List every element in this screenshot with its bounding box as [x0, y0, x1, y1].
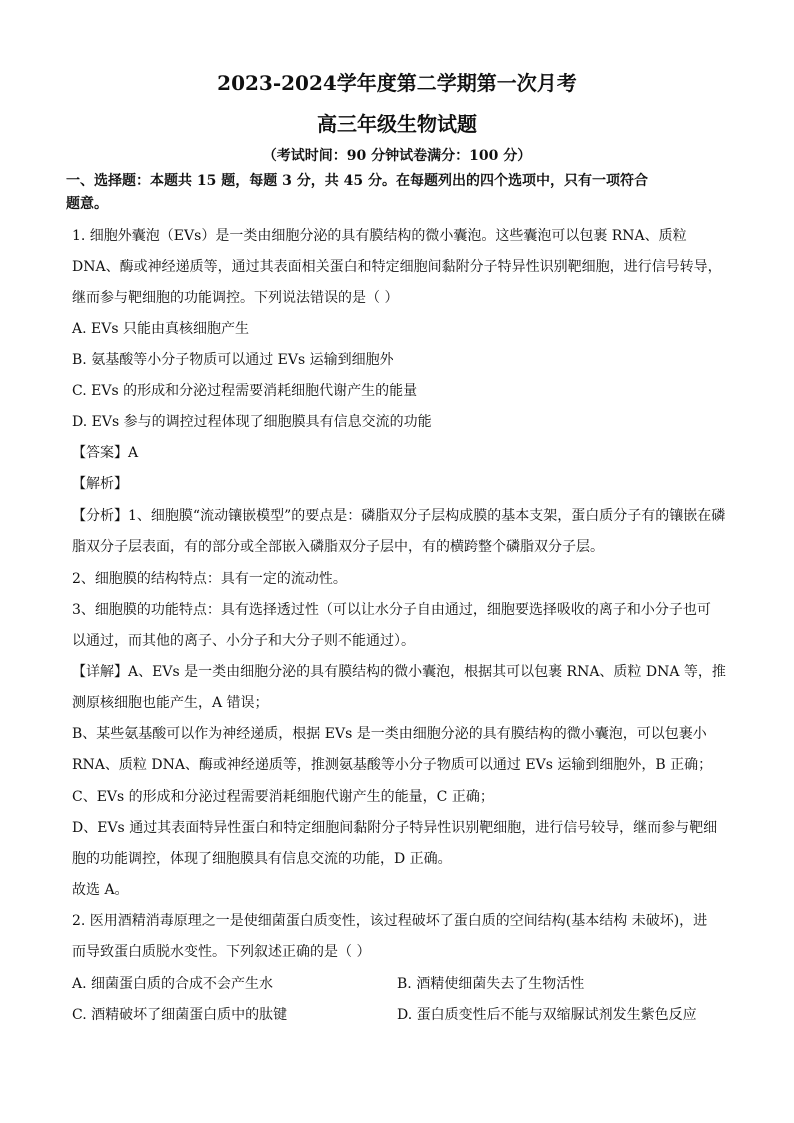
exam-info: （考试时间：90 分钟试卷满分：100 分）: [262, 148, 532, 164]
analysis-line: RNA、质粒 DNA、酶或神经递质等，推测氨基酸等小分子物质可以通过 EVs 运输到细胞外，B 正确；: [72, 757, 713, 773]
analysis-line: 【分析】1、细胞膜“流动镶嵌模型”的要点是：磷脂双分子层构成膜的基本支架，蛋白质分子有的镶嵌在磷: [72, 508, 726, 524]
analysis-line: C、EVs 的形成和分泌过程需要消耗细胞代谢产生的能量，C 正确；: [72, 789, 494, 805]
question-1-analysis-label: 【解析】: [72, 476, 128, 492]
analysis-line: 【详解】A、EVs 是一类由细胞分泌的具有膜结构的微小囊泡，根据其可以包裹 RNA、质粒 DNA 等，推: [72, 664, 726, 680]
page-subtitle: 高三年级生物试题: [317, 112, 477, 136]
question-1-stem-line: DNA、酶或神经递质等，通过其表面相关蛋白和特定细胞间黏附分子特异性识别靶细胞，进行信号转导，: [72, 259, 722, 275]
analysis-line: 3、细胞膜的功能特点：具有选择透过性（可以让水分子自由通过，细胞要选择吸收的离子和小分子也可: [72, 602, 711, 618]
question-1-option-d: D. EVs 参与的调控过程体现了细胞膜具有信息交流的功能: [72, 414, 432, 430]
analysis-line: 以通过，而其他的离子、小分子和大分子则不能通过）。: [72, 633, 415, 649]
question-2-option-d: D. 蛋白质变性后不能与双缩脲试剂发生紫色反应: [397, 1007, 697, 1023]
question-1-option-a: A. EVs 只能由真核细胞产生: [72, 321, 249, 337]
analysis-line: 2、细胞膜的结构特点：具有一定的流动性。: [72, 571, 347, 587]
question-1-stem-line: 1. 细胞外囊泡（EVs）是一类由细胞分泌的具有膜结构的微小囊泡。这些囊泡可以包裹 RNA、质粒: [72, 228, 687, 244]
question-2-option-c: C. 酒精破坏了细菌蛋白质中的肽键: [72, 1007, 288, 1023]
page-title: 2023-2024学年度第二学期第一次月考: [217, 71, 577, 95]
analysis-line: 故选 A。: [72, 882, 129, 898]
analysis-line: 胞的功能调控，体现了细胞膜具有信息交流的功能，D 正确。: [72, 851, 452, 867]
question-2-option-b: B. 酒精使细菌失去了生物活性: [397, 976, 585, 992]
question-1-answer: 【答案】A: [72, 445, 139, 461]
question-1-option-c: C. EVs 的形成和分泌过程需要消耗细胞代谢产生的能量: [72, 383, 418, 399]
analysis-line: B、某些氨基酸可以作为神经递质，根据 EVs 是一类由细胞分泌的具有膜结构的微小囊泡，可以包裹小: [72, 726, 707, 742]
section-heading-line-2: 题意。: [66, 196, 108, 212]
question-1-option-b: B. 氨基酸等小分子物质可以通过 EVs 运输到细胞外: [72, 352, 394, 368]
analysis-line: D、EVs 通过其表面特异性蛋白和特定细胞间黏附分子特异性识别靶细胞，进行信号较导，继而参与靶细: [72, 820, 718, 836]
analysis-line: 脂双分子层表面，有的部分或全部嵌入磷脂双分子层中，有的横跨整个磷脂双分子层。: [72, 539, 604, 555]
question-2-stem-line: 2. 医用酒精消毒原理之一是使细菌蛋白质变性，该过程破坏了蛋白质的空间结构(基本结构 未破坏)，进: [72, 913, 708, 929]
section-heading-line-1: 一、选择题：本题共 15 题，每题 3 分，共 45 分。在每题列出的四个选项中，只有一项符合: [66, 173, 648, 189]
question-2-option-a: A. 细菌蛋白质的合成不会产生水: [72, 976, 274, 992]
question-1-stem-line: 继而参与靶细胞的功能调控。下列说法错误的是（ ）: [72, 290, 399, 306]
analysis-line: 测原核细胞也能产生，A 错误；: [72, 695, 269, 711]
question-2-stem-line: 而导致蛋白质脱水变性。下列叙述正确的是（ ）: [72, 944, 371, 960]
